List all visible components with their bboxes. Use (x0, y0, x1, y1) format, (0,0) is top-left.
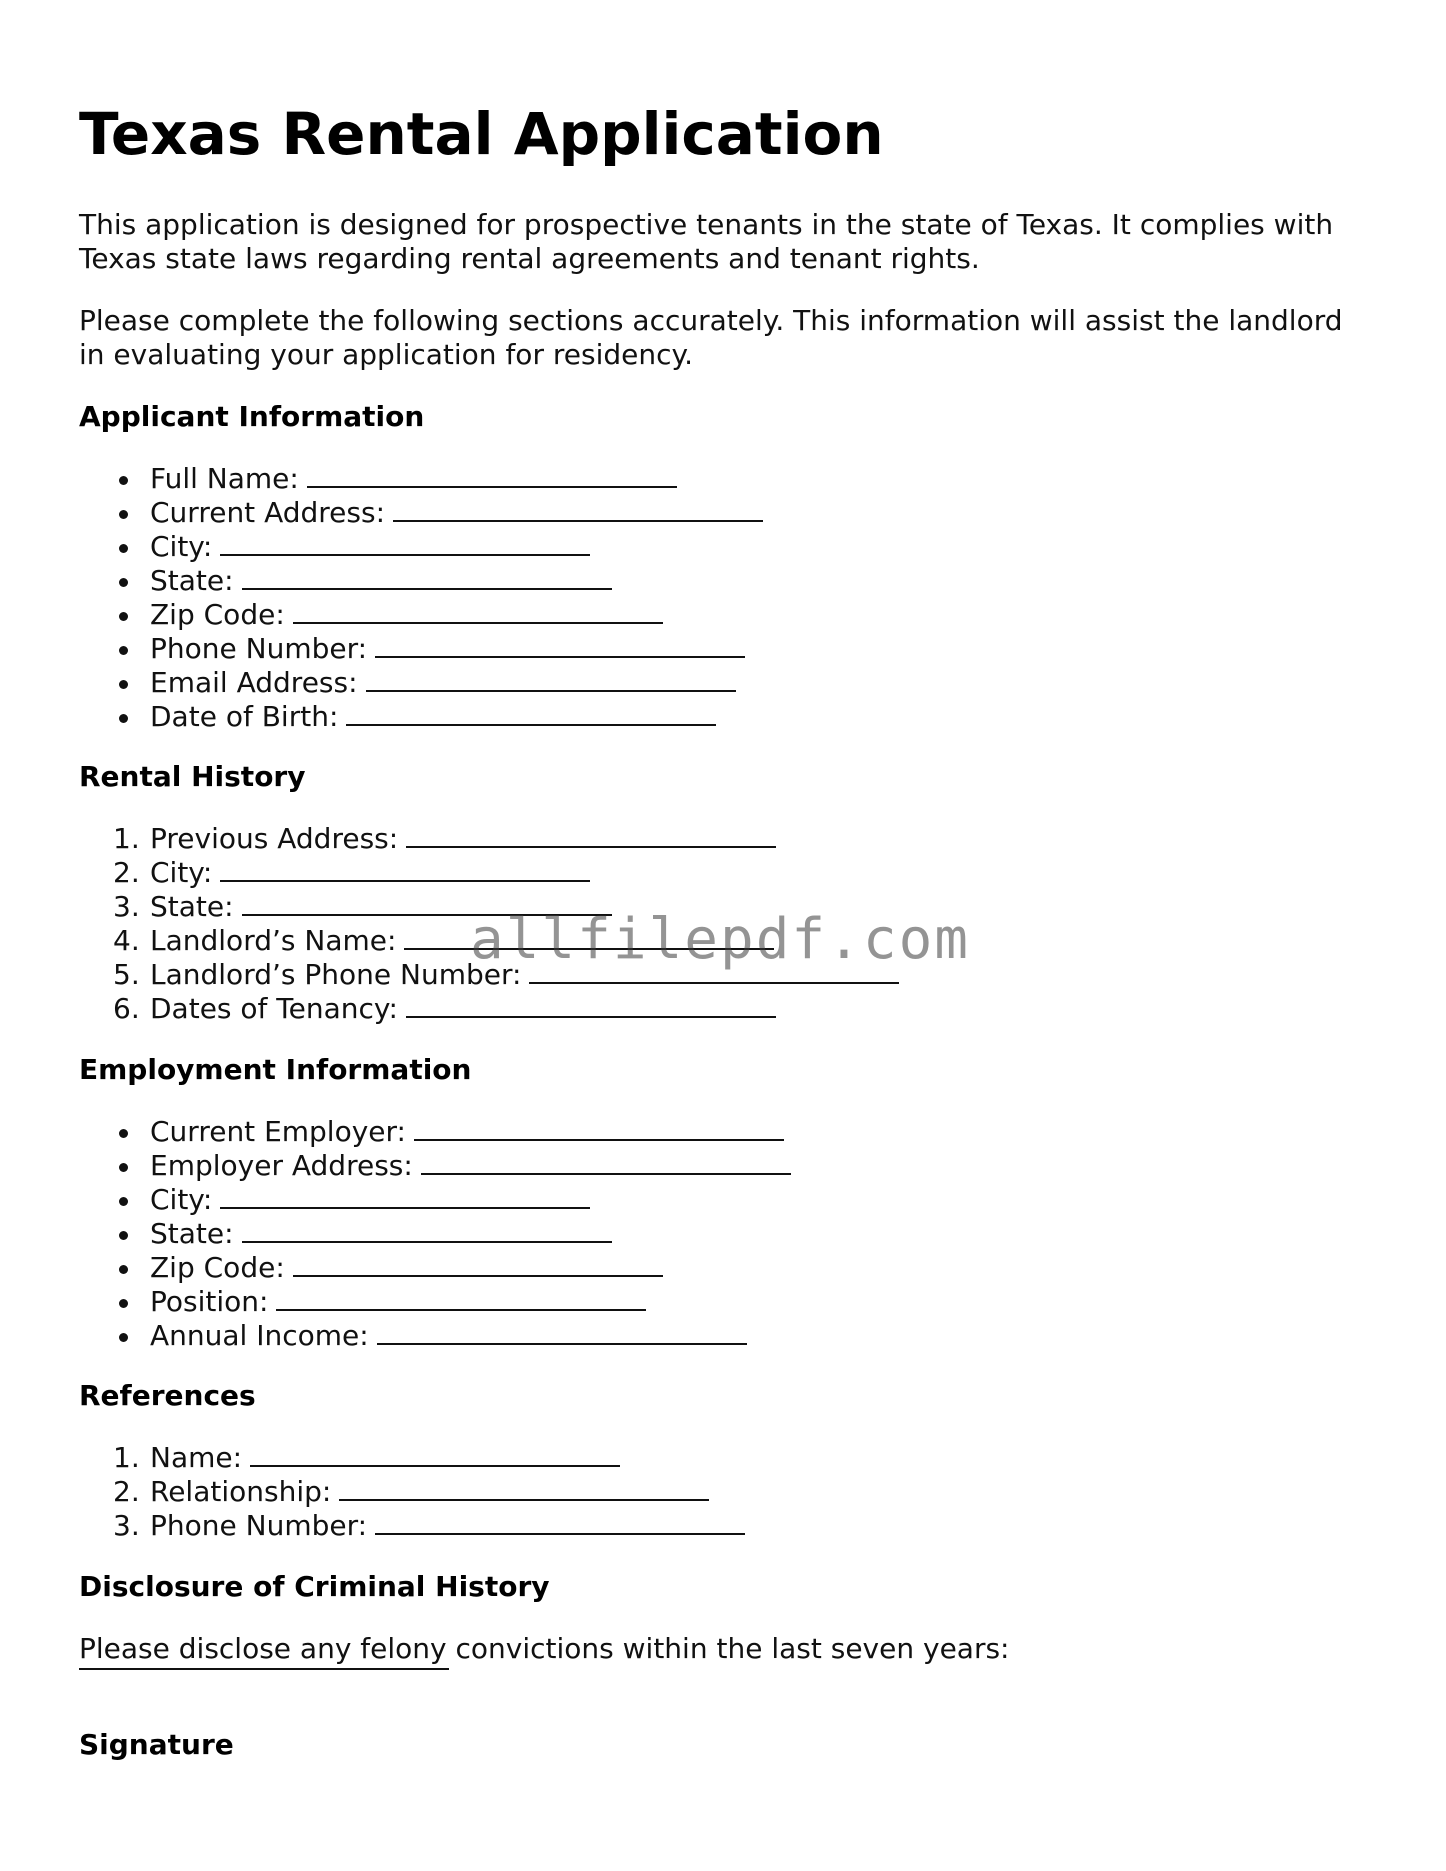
item-number: 1. (113, 1441, 140, 1474)
field-label: Current Address: (150, 496, 386, 529)
section-heading-employment: Employment Information (79, 1053, 472, 1086)
bullet-icon (119, 1299, 128, 1308)
current-employer-field[interactable] (414, 1115, 784, 1141)
bullet-icon (119, 680, 128, 689)
field-label: Phone Number: (150, 632, 368, 665)
field-label: Email Address: (150, 666, 358, 699)
list-item (79, 462, 763, 496)
list-item (79, 1251, 791, 1285)
item-number: 3. (113, 890, 140, 923)
full-name-field[interactable] (307, 462, 677, 488)
section-heading-criminal-history: Disclosure of Criminal History (79, 1570, 550, 1603)
bullet-icon (119, 1231, 128, 1240)
employer-state-field[interactable] (242, 1217, 612, 1243)
employer-address-field[interactable] (421, 1149, 791, 1175)
employer-zip-field[interactable] (293, 1251, 663, 1277)
field-label: Date of Birth: (150, 700, 339, 733)
criminal-history-prompt: Please disclose any felony convictions within the last seven years: (79, 1632, 1010, 1665)
list-item (79, 700, 763, 734)
annual-income-field[interactable] (377, 1319, 747, 1345)
section-heading-rental-history: Rental History (79, 760, 306, 793)
intro-paragraph: This application is designed for prospective tenants in the state of Texas. It complies with Texas state laws regarding rental agreements and tenant rights. (79, 208, 1334, 275)
email-address-field[interactable] (366, 666, 736, 692)
list-item (79, 1441, 745, 1475)
reference-relationship-field[interactable] (339, 1475, 709, 1501)
bullet-icon (119, 578, 128, 587)
bullet-icon (119, 510, 128, 519)
field-label: City: (150, 530, 213, 563)
bullet-icon (119, 1129, 128, 1138)
applicant-list (79, 462, 763, 734)
field-label: State: (150, 890, 234, 923)
field-label: Position: (150, 1285, 269, 1318)
bullet-icon (119, 612, 128, 621)
state-field[interactable] (242, 564, 612, 590)
section-heading-signature: Signature (79, 1728, 234, 1761)
previous-city-field[interactable] (220, 856, 590, 882)
item-number: 3. (113, 1509, 140, 1542)
employer-city-field[interactable] (220, 1183, 590, 1209)
list-item (79, 856, 899, 890)
field-label: Landlord’s Phone Number: (150, 958, 522, 991)
list-item (79, 632, 763, 666)
phone-number-field[interactable] (375, 632, 745, 658)
field-label: Full Name: (150, 462, 299, 495)
list-item (79, 564, 763, 598)
list-item (79, 530, 763, 564)
field-label: Zip Code: (150, 1251, 285, 1284)
field-label: City: (150, 856, 213, 889)
list-item (79, 822, 899, 856)
list-item (79, 1115, 791, 1149)
field-label: Phone Number: (150, 1509, 368, 1542)
reference-name-field[interactable] (250, 1441, 620, 1467)
reference-phone-field[interactable] (375, 1509, 745, 1535)
field-label: Previous Address: (150, 822, 399, 855)
bullet-icon (119, 1265, 128, 1274)
list-item (79, 1285, 791, 1319)
list-item (79, 1475, 745, 1509)
section-heading-references: References (79, 1379, 256, 1412)
position-field[interactable] (276, 1285, 646, 1311)
zip-code-field[interactable] (293, 598, 663, 624)
list-item (79, 1319, 791, 1353)
bullet-icon (119, 544, 128, 553)
list-item (79, 496, 763, 530)
section-heading-applicant: Applicant Information (79, 400, 425, 433)
bullet-icon (119, 1197, 128, 1206)
list-item (79, 1217, 791, 1251)
field-label: Landlord’s Name: (150, 924, 397, 957)
item-number: 4. (113, 924, 140, 957)
bullet-icon (119, 646, 128, 655)
bullet-icon (119, 1163, 128, 1172)
previous-address-field[interactable] (406, 822, 776, 848)
list-item (79, 1149, 791, 1183)
list-item (79, 666, 763, 700)
city-field[interactable] (220, 530, 590, 556)
list-item (79, 598, 763, 632)
item-number: 2. (113, 1475, 140, 1508)
field-label: Current Employer: (150, 1115, 406, 1148)
criminal-history-field[interactable] (79, 1668, 449, 1670)
list-item (79, 992, 899, 1026)
bullet-icon (119, 1333, 128, 1342)
bullet-icon (119, 476, 128, 485)
field-label: Zip Code: (150, 598, 285, 631)
dates-of-tenancy-field[interactable] (406, 992, 776, 1018)
item-number: 1. (113, 822, 140, 855)
date-of-birth-field[interactable] (346, 700, 716, 726)
list-item (79, 1183, 791, 1217)
item-number: 5. (113, 958, 140, 991)
list-item (79, 1509, 745, 1543)
field-label: Name: (150, 1441, 243, 1474)
instructions-paragraph: Please complete the following sections accurately. This information will assist the landlord in evaluating your application for residency. (79, 304, 1343, 371)
field-label: Relationship: (150, 1475, 332, 1508)
current-address-field[interactable] (393, 496, 763, 522)
page-title: Texas Rental Application (79, 100, 884, 168)
field-label: City: (150, 1183, 213, 1216)
field-label: Employer Address: (150, 1149, 413, 1182)
employment-list (79, 1115, 791, 1353)
item-number: 6. (113, 992, 140, 1025)
references-list (79, 1441, 745, 1543)
field-label: State: (150, 1217, 234, 1250)
field-label: Dates of Tenancy: (150, 992, 398, 1025)
watermark: allfilepdf.com (470, 907, 971, 972)
item-number: 2. (113, 856, 140, 889)
field-label: Annual Income: (150, 1319, 369, 1352)
bullet-icon (119, 714, 128, 723)
field-label: State: (150, 564, 234, 597)
